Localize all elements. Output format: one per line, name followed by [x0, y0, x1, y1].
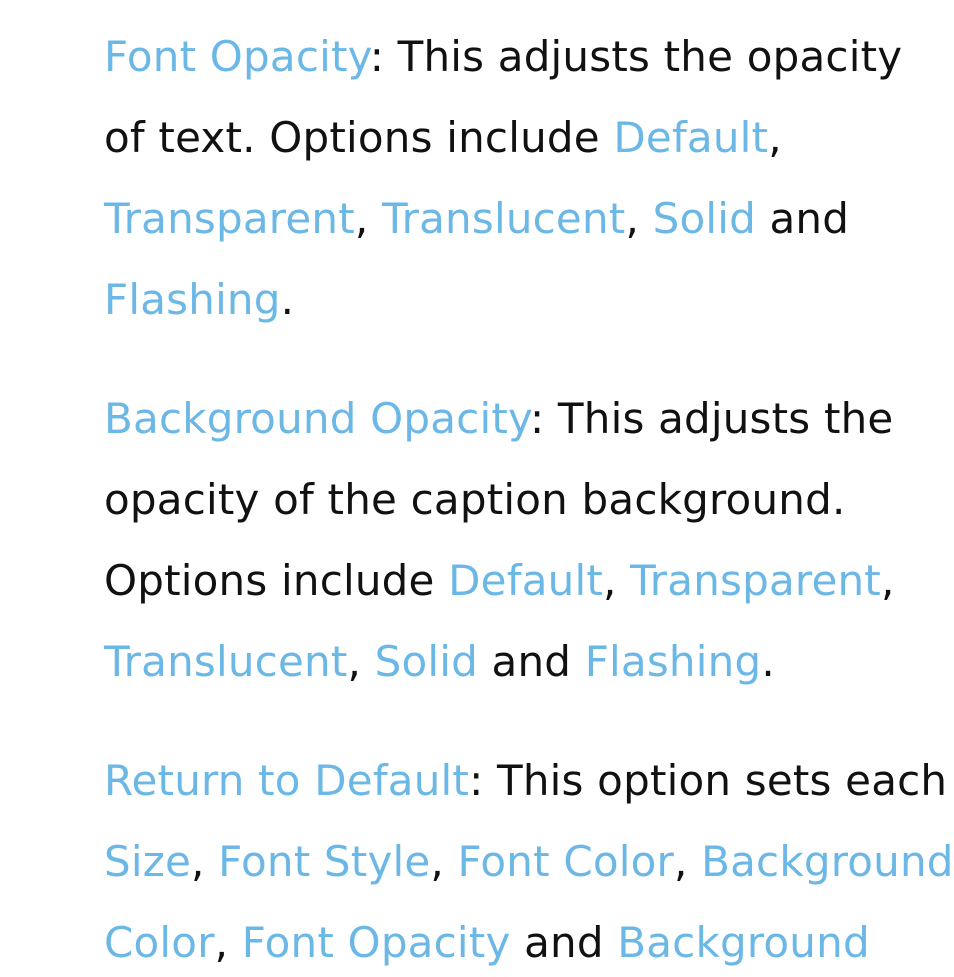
body-text: Options include [104, 556, 449, 605]
body-text: , [880, 556, 895, 605]
text-line [104, 274, 294, 326]
body-text: : This option sets each [469, 756, 948, 805]
option-term: Return to Default [104, 756, 470, 805]
text-line [104, 755, 947, 807]
option-term: Flashing [104, 275, 281, 324]
option-term: Transparent [104, 194, 355, 243]
text-line [104, 31, 902, 83]
body-text: opacity of the caption background. [104, 475, 846, 524]
option-term: Solid [374, 637, 478, 686]
text-line [104, 836, 954, 888]
body-text: , [603, 556, 631, 605]
body-text: and [477, 637, 585, 686]
option-term: Default [613, 113, 769, 162]
option-term: Font Color [457, 837, 674, 886]
body-text: , [430, 837, 458, 886]
text-line [104, 193, 849, 245]
text-line [104, 112, 782, 164]
body-text: , [625, 194, 653, 243]
option-term: Font Opacity [104, 32, 370, 81]
body-text: . [280, 275, 295, 324]
option-term: Default [448, 556, 603, 605]
option-term: Font Style [218, 837, 431, 886]
body-text: , [673, 837, 702, 886]
option-term: Size [104, 837, 192, 886]
body-text: , [354, 194, 382, 243]
option-term: Flashing [584, 637, 762, 686]
option-term: Background [617, 918, 870, 967]
text-line [104, 917, 870, 969]
option-term: Transparent [630, 556, 881, 605]
text-line [104, 636, 775, 688]
text-line [104, 555, 895, 607]
body-text: and [510, 918, 618, 967]
text-line [104, 474, 846, 526]
option-term: Translucent [381, 194, 626, 243]
body-text: : This adjusts the opacity [369, 32, 903, 81]
option-term: Solid [652, 194, 756, 243]
body-text: , [347, 637, 375, 686]
option-term: Font Opacity [241, 918, 511, 967]
body-text: of text. Options include [104, 113, 614, 162]
body-text: and [755, 194, 850, 243]
text-line [104, 393, 893, 445]
option-term: Color [104, 918, 215, 967]
option-term: Background [701, 837, 954, 886]
body-text: , [768, 113, 782, 162]
body-text: . [761, 637, 775, 686]
option-term: Background Opacity [104, 394, 530, 443]
option-term: Translucent [104, 637, 348, 686]
body-text: , [191, 837, 219, 886]
body-text: , [214, 918, 242, 967]
body-text: : This adjusts the [530, 394, 894, 443]
